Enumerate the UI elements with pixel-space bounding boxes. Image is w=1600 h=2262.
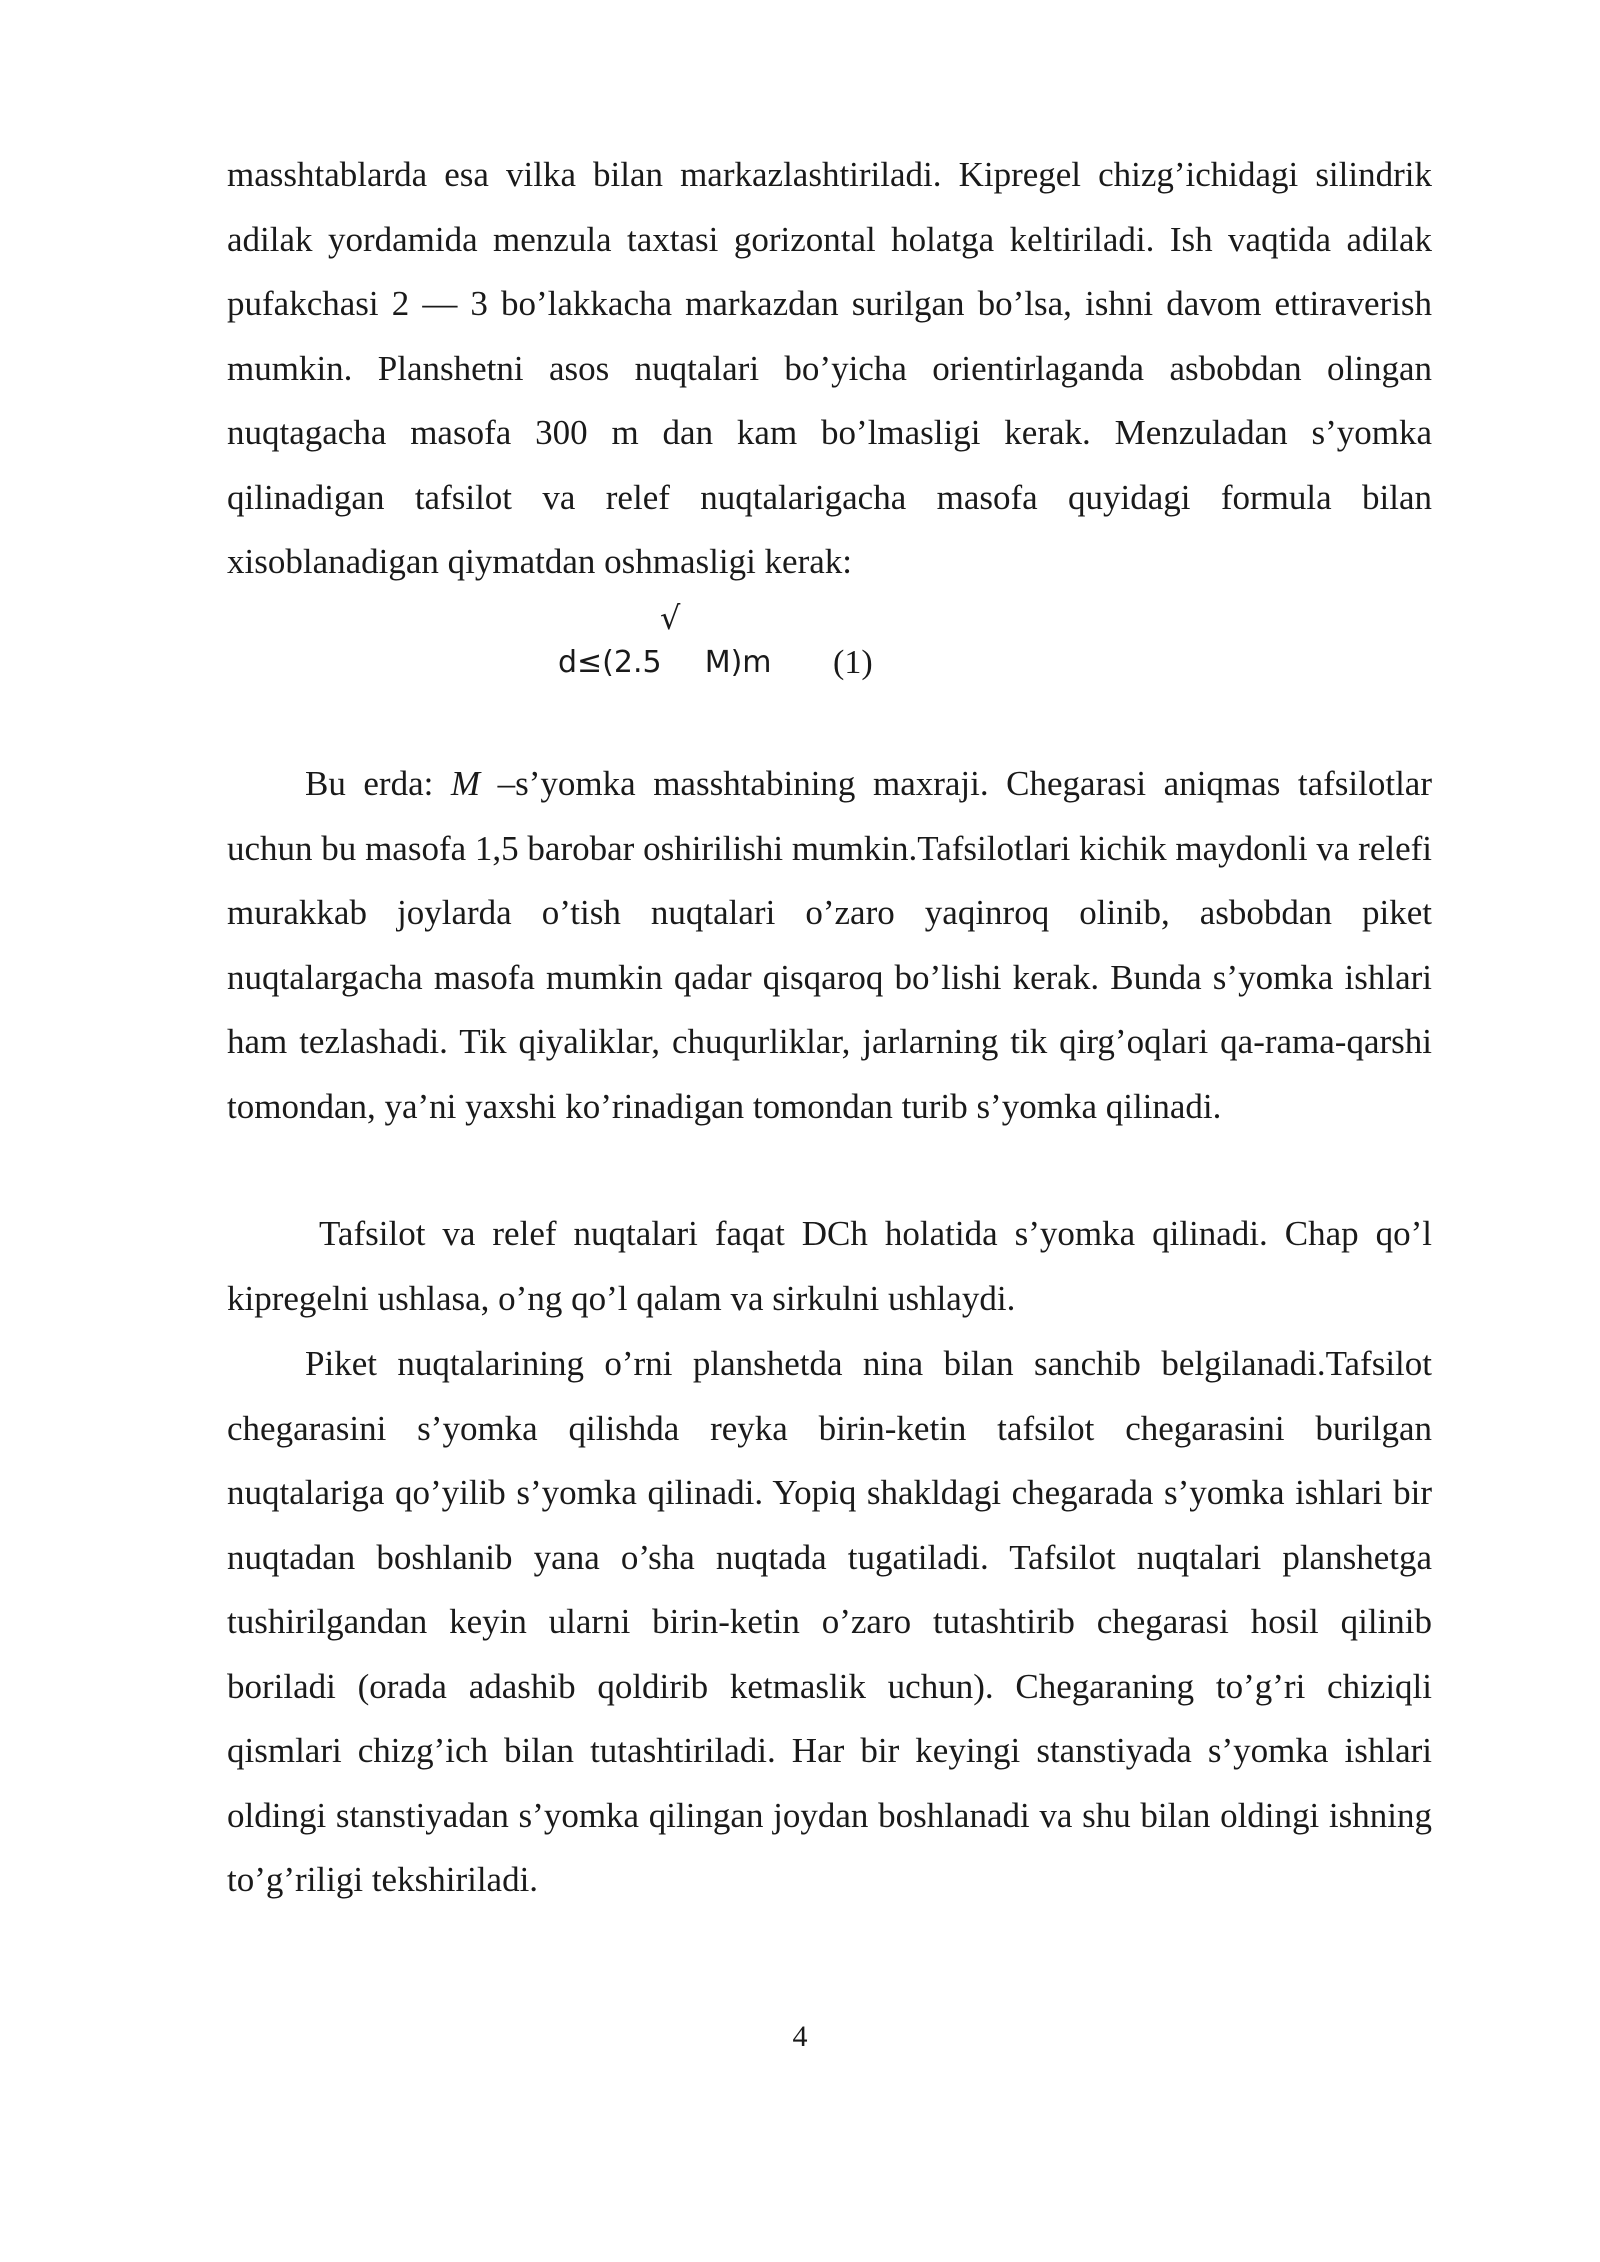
sqrt-symbol: √ <box>660 599 681 637</box>
paragraph-2 <box>227 752 1432 1139</box>
paragraph-2-rest: –s’yomka masshtabining maxraji. Chegarasi aniqmas tafsilotlar uchun bu masofa 1,5 barobar oshirilishi mumkin.Tafsilotlari kichik maydonli va relefi murakkab joylarda o’tish nuqtalari o’zaro yaqinroq olinib, asbobdan piket nuqtalargacha masofa mumkin qadar qisqaroq bo’lishi kerak. Bunda s’yomka ishlari ham tezlashadi. Tik qiyaliklar, chuqurliklar, jarlarning tik qirg’oqlari qa-rama-qarshi tomondan, ya’ni yaxshi ko’rinadigan tomondan turib s’yomka qilinadi. <box>227 764 1432 1126</box>
paragraph-3: Tafsilot va relef nuqtalari faqat DCh holatida s’yomka qilinadi. Chap qo’l kipregelni ushlasa, o’ng qo’l qalam va sirkulni ushlaydi. <box>227 1214 1432 1318</box>
paragraph-2-lead: Bu erda: <box>305 764 451 803</box>
equation-number: (1) <box>833 644 873 681</box>
formula-rhs: M)m <box>704 645 772 680</box>
formula <box>558 599 772 688</box>
paragraph-1: masshtablarda esa vilka bilan markazlashtiriladi. Kipregel chizg’ichidagi silindrik adilak yordamida menzula taxtasi gorizontal holatga keltiriladi. Ish vaqtida adilak pufakchasi 2 — 3 bo’lakkacha markazdan surilgan bo’lsa, ishni davom ettiraverish mumkin. Planshetni asos nuqtalari bo’yicha orientirlaganda asbobdan olingan nuqtagacha masofa 300 m dan kam bo’lmasligi kerak. Menzuladan s’yomka qilinadigan tafsilot va relef nuqtalarigacha masofa quyidagi formula bilan xisoblanadigan qiymatdan oshmasligi kerak: <box>227 155 1432 581</box>
paragraph-4: Piket nuqtalarining o’rni planshetda nina bilan sanchib belgilanadi.Tafsilot chegarasini s’yomka qilishda reyka birin-ketin tafsilot chegarasini burilgan nuqtalariga qo’yilib s’yomka qilinadi. Yopiq shakldagi chegarada s’yomka ishlari bir nuqtadan boshlanib yana o’sha nuqtada tugatiladi. Tafsilot nuqtalari planshetga tushirilgandan keyin ularni birin-ketin o’zaro tutashtirib chegarasi hosil qilinib boriladi (orada adashib qoldirib ketmaslik uchun). Chegaraning to’g’ri chiziqli qismlari chizg’ich bilan tutashtiriladi. Har bir keyingi stanstiyada s’yomka ishlari oldingi stanstiyadan s’yomka qilingan joydan boshlanadi va shu bilan oldingi ishning to’g’riligi tekshiriladi. <box>227 1344 1432 1899</box>
page-number: 4 <box>792 2020 808 2053</box>
formula-lhs: d≤(2.5 <box>558 645 662 680</box>
formula-expression <box>558 599 772 688</box>
variable-m: M <box>450 764 481 803</box>
